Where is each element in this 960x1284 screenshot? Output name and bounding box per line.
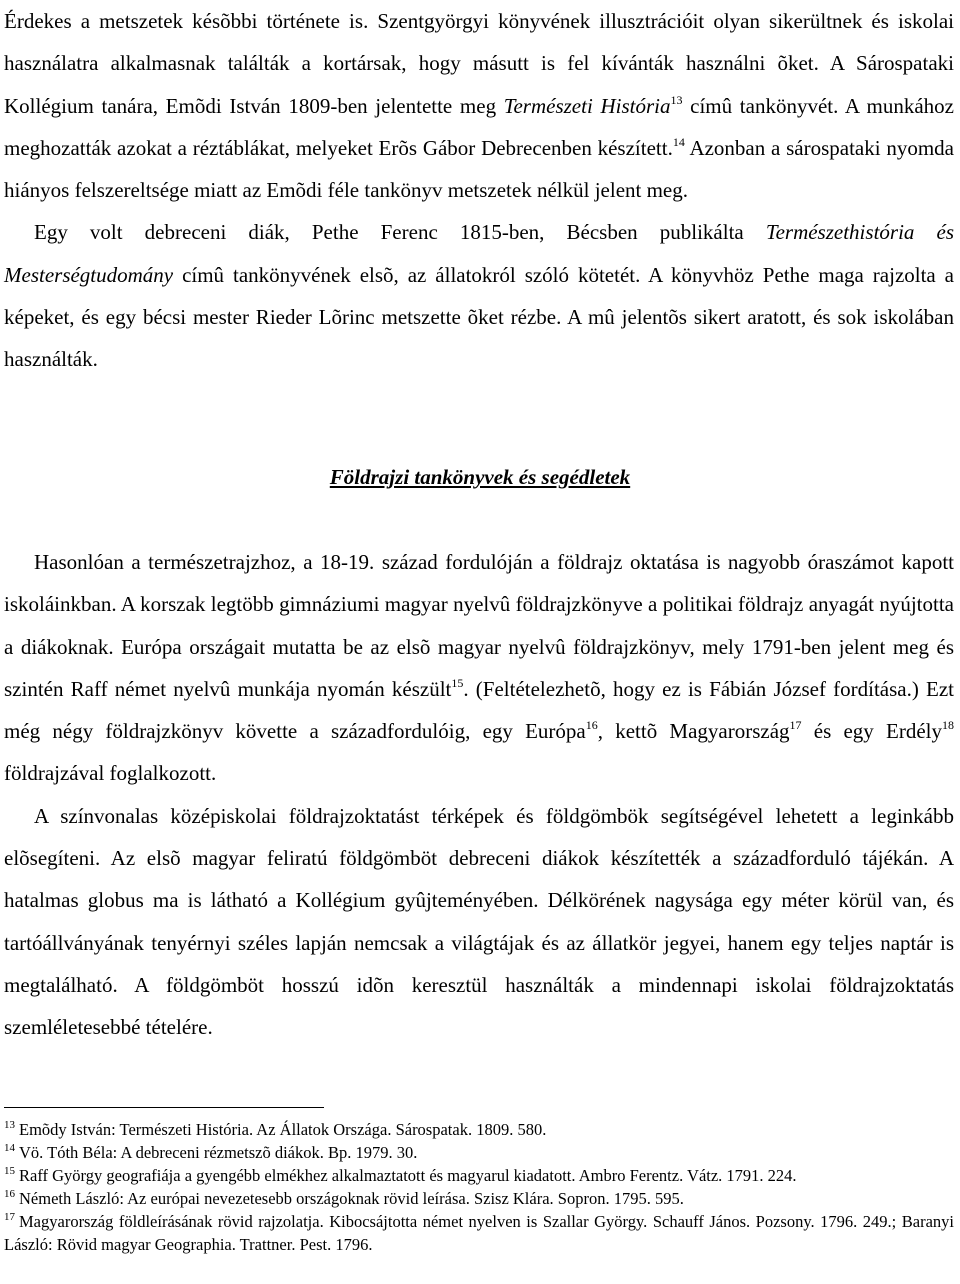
footnotes — [4, 1118, 954, 1256]
italic-title: Természeti História — [503, 93, 671, 118]
text-run: Azonban a sárospataki nyomda hiányos felszereltsége miatt az Emõdi féle tankönyv metszetek nélkül jelent meg. — [4, 135, 954, 203]
italic-title: Természethistória és Mesterségtudomány — [4, 220, 954, 287]
text-run: címû tankönyvének elsõ, az állatokról szóló kötetét. A könyvhöz Pethe maga rajzolta a képeket, és egy bécsi mester Rieder Lõrinc metszette õket rézbe. A mû jelentõs sikert aratott, és sok iskolában használták. — [4, 262, 954, 372]
paragraph — [4, 541, 954, 795]
footnote — [4, 1210, 954, 1256]
footnote-ref: 15 — [451, 675, 464, 690]
footnote-ref: 14 — [672, 134, 685, 149]
footnote — [4, 1187, 954, 1210]
footnote-text: Emõdy István: Természeti História. Az Állatok Országa. Sárospatak. 1809. 580. — [19, 1120, 547, 1139]
paragraph — [4, 795, 954, 1049]
text-run: Hasonlóan a természetrajzhoz, a 18-19. század fordulóján a földrajz oktatása is nagyobb óraszámot kapott iskoláinkban. A korszak legtöbb gimnáziumi magyar nyelvû földrajzkönyve a politikai földrajz anyagát nyújtotta a diákoknak. Európa országait mutatta be az elsõ magyar nyelvû földrajzkönyv, mely 1791-ben jelent meg és szintén Raff német nyelvû munkája nyomán készült — [4, 550, 954, 701]
footnote — [4, 1141, 954, 1164]
footnote-ref: 17 — [789, 718, 802, 733]
text-run: Egy volt debreceni diák, Pethe Ferenc 1815-ben, Bécsben publikálta — [34, 220, 766, 245]
text-run: A színvonalas középiskolai földrajzoktatást térképek és földgömbök segítségével lehetett a leginkább elõsegíteni. Az elsõ magyar feliratú földgömböt debreceni diákok készítették a századforduló tájékán. A hatalmas globus ma is látható a Kollégium gyûjteményében. Délkörének nagysága egy méter körül van, és tartóállványának tenyérnyi széles lapján nemcsak a világtájak és az állatkör jegyei, hanem egy teljes naptár is megtalálható. A földgömböt hosszú idõn keresztül használták a mindennapi iskolai földrajzoktatás szemléletesebbé tételére. — [4, 803, 954, 1040]
body-text-top — [4, 0, 954, 381]
footnote-number: 16 — [4, 1188, 15, 1200]
footnote-text: Magyarország földleírásának rövid rajzolatja. Kibocsájtotta német nyelven is Szallar György. Schauff János. Pozsony. 1796. 249.; Baranyi László: Rövid magyar Geographia. Trattner. Pest. 1796. — [4, 1212, 954, 1254]
text-run: címû tankönyvét. A munkához meghozatták azokat a réztáblákat, melyeket Erõs Gábor Debrecenben készített. — [4, 93, 954, 160]
text-run: , kettõ Magyarország — [597, 719, 790, 744]
footnote-number: 17 — [4, 1211, 15, 1223]
text-run: . (Feltételezhetõ, hogy ez is Fábián József fordítása.) Ezt még négy földrajzkönyv követte a századfordulóig, egy Európa — [4, 676, 954, 744]
footnote-text: Vö. Tóth Béla: A debreceni rézmetszõ diákok. Bp. 1979. 30. — [19, 1143, 418, 1162]
body-text-bottom — [4, 541, 954, 1049]
paragraph — [4, 211, 954, 380]
text-run: és egy Erdély — [801, 719, 942, 744]
footnote-text: Németh László: Az európai nevezetesebb országoknak rövid leírása. Szisz Klára. Sopron. 1795. 595. — [19, 1189, 684, 1208]
section-heading: Földrajzi tankönyvek és segédletek — [329, 465, 631, 489]
footnote-number: 15 — [4, 1165, 15, 1177]
footnote — [4, 1164, 954, 1187]
footnote-number: 14 — [4, 1142, 15, 1154]
footnote-ref: 18 — [942, 718, 954, 733]
paragraph — [4, 0, 954, 211]
footnote-ref: 16 — [585, 718, 598, 733]
footnote-ref: 13 — [670, 92, 683, 107]
footnote-separator — [4, 1107, 324, 1108]
footnote-number: 13 — [4, 1119, 15, 1131]
footnote — [4, 1118, 954, 1141]
text-run: Érdekes a metszetek késõbbi története is. Szentgyörgyi könyvének illusztrációit olyan sikerültnek és iskolai használatra alkalmasnak találták a kortársak, hogy másutt is fel kívánták használni õket. A Sárospataki Kollégium tanára, Emõdi István 1809-ben jelentette meg — [4, 9, 954, 118]
text-run: földrajzával foglalkozott. — [4, 761, 217, 786]
footnote-text: Raff György geografiája a gyengébb elmékhez alkalmaztatott és magyarul kiadatott. Ambro Ferentz. Vátz. 1791. 224. — [19, 1166, 797, 1185]
